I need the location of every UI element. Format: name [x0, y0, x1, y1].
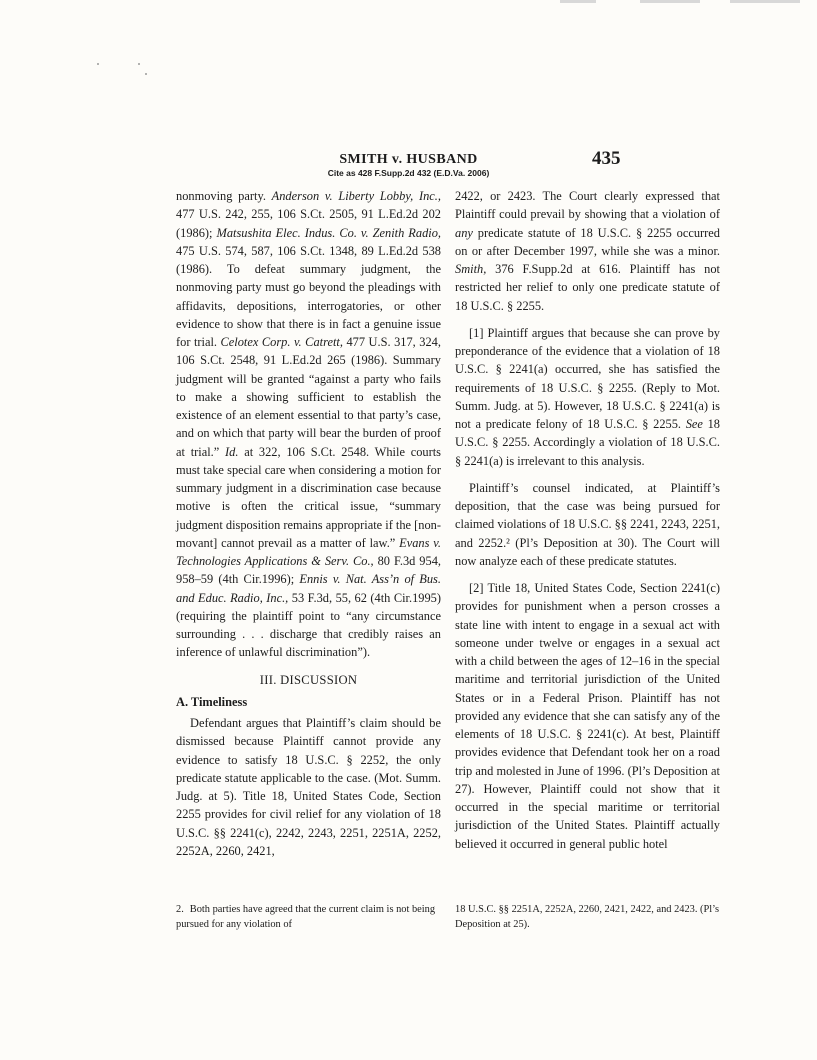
- footnote-text: Both parties have agreed that the current claim is not being pursued for any violation of: [176, 904, 436, 930]
- paragraph: [2] Title 18, United States Code, Section 2241(c) provides for punishment when a person crosses a state line with intent to engage in a sexual act with someone under twelve or engages in a sexual act with a child between the ages of 12–16 in the special maritime and territorial jurisdiction of the United States or in a Federal Prison. Plaintiff has not provided any evidence that she can satisfy any of the elements of 18 U.S.C. § 2241(c). At best, Plaintiff provides evidence that Defendant took her on a road trip and molested in June of 1996. (Pl’s Deposition at 27). However, Plaintiff could not show that it occurred in the special maritime or territorial jurisdiction of the United States. Plaintiff actually believed it occurred in general public hotel: [455, 581, 720, 851]
- footnote-text: 18 U.S.C. §§ 2251A, 2252A, 2260, 2421, 2422, and 2423. (Pl’s Deposition at 25).: [455, 904, 720, 930]
- citation-line: Cite as 428 F.Supp.2d 432 (E.D.Va. 2006): [327, 168, 490, 178]
- scan-speck: [145, 73, 147, 75]
- paragraph: 2422, or 2423. The Court clearly expressed that Plaintiff could prevail by showing that a violation of any predicate statute of 18 U.S.C. § 2255 occurred on or after December 1997, while she was a minor. Smith, 376 F.Supp.2d at 616. Plaintiff has not restricted her relief to only one predicate statute of 18 U.S.C. § 2255.: [455, 189, 720, 313]
- footnote: [176, 902, 441, 932]
- section-heading: III. DISCUSSION: [259, 672, 358, 687]
- scan-speck: [97, 63, 99, 65]
- scan-edge-mark: [560, 0, 596, 3]
- right-column: [455, 187, 720, 853]
- footnote-continued: [455, 902, 720, 932]
- paragraph: Plaintiff’s counsel indicated, at Plaintiff’s deposition, that the case was being pursued for claimed violations of 18 U.S.C. §§ 2241, 2243, 2251, and 2252.² (Pl’s Deposition at 30). The Court will now analyze each of these predicate statutes.: [455, 480, 721, 568]
- running-title: SMITH v. HUSBAND: [339, 152, 478, 167]
- paragraph: Defendant argues that Plaintiff’s claim should be dismissed because Plaintiff cannot provide any evidence to satisfy 18 U.S.C. § 2252, the only predicate statute applicable to the case. (Mot. Summ. Judg. at 5). Title 18, United States Code, Section 2255 provides for civil relief for any violation of 18 U.S.C. §§ 2241(c), 2242, 2243, 2251, 2251A, 2252, 2252A, 2260, 2421,: [176, 716, 441, 858]
- page-number: 435: [592, 148, 621, 169]
- subsection-heading: A. Timeliness: [176, 694, 248, 709]
- left-column: [176, 187, 441, 860]
- paragraph: nonmoving party. Anderson v. Liberty Lobby, Inc., 477 U.S. 242, 255, 106 S.Ct. 2505, 91 L.Ed.2d 202 (1986); Matsushita Elec. Indus. Co. v. Zenith Radio, 475 U.S. 574, 587, 106 S.Ct. 1348, 89 L.Ed.2d 538 (1986). To defeat summary judgment, the nonmoving party must go beyond the pleadings with affidavits, depositions, interrogatories, or other evidence to show that there is in fact a genuine issue for trial. Celotex Corp. v. Catrett, 477 U.S. 317, 324, 106 S.Ct. 2548, 91 L.Ed.2d 265 (1986). Summary judgment will be granted “against a party who fails to make a showing sufficient to establish the existence of an element essential to that party’s case, and on which that party will bear the burden of proof at trial.” Id. at 322, 106 S.Ct. 2548. While courts must take special care when considering a motion for summary judgment in a discrimination case because motive is often the critical issue, “summary judgment disposition remains appropriate if the [non-movant] cannot prevail as a matter of law.” Evans v. Technologies Applications & Serv. Co., 80 F.3d 954, 958–59 (4th Cir.1996); Ennis v. Nat. Ass’n of Bus. and Educ. Radio, Inc., 53 F.3d, 55, 62 (4th Cir.1995) (requiring the plaintiff point to “any circumstance surrounding . . . discharge that credibly raises an inference of unlawful discrimination”).: [176, 189, 441, 660]
- scan-speck: [138, 63, 140, 65]
- scan-edge-mark: [730, 0, 800, 3]
- scan-edge-mark: [640, 0, 700, 3]
- paragraph: [1] Plaintiff argues that because she can prove by preponderance of the evidence that a violation of 18 U.S.C. § 2241(a) occurred, she has satisfied the requirements of 18 U.S.C. § 2255. (Reply to Mot. Summ. Judg. at 5). However, 18 U.S.C. § 2241(a) is not a predicate felony of 18 U.S.C. § 2255. See 18 U.S.C. § 2255. Accordingly a violation of 18 U.S.C. § 2241(a) is irrelevant to this analysis.: [455, 325, 720, 468]
- footnote-number: 2.: [176, 904, 184, 915]
